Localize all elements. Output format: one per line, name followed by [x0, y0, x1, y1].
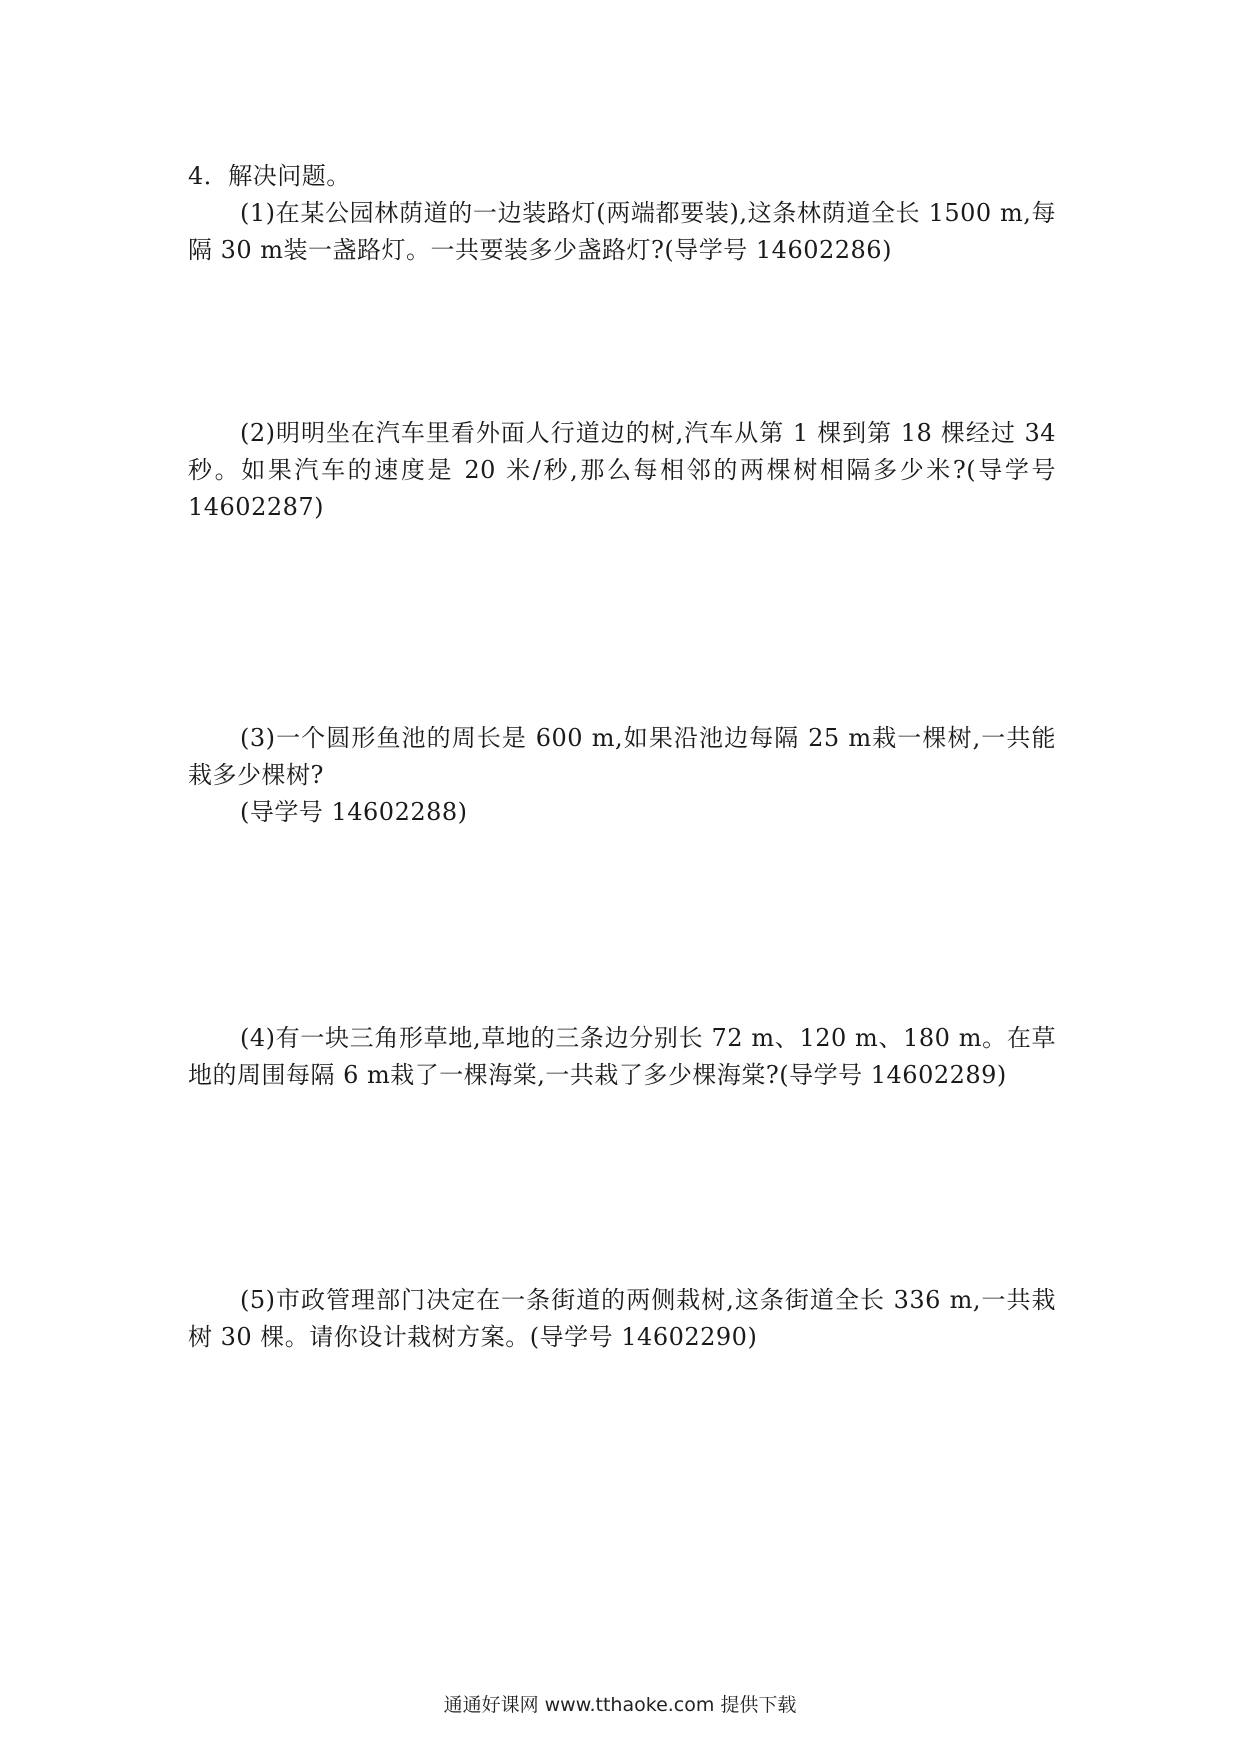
footer-text: 通通好课网 www.tthaoke.com 提供下载: [443, 1694, 797, 1716]
problem-3: [188, 720, 1056, 831]
problem-1-text: (1)在某公园林荫道的一边装路灯(两端都要装),这条林荫道全长 1500 m,每隔 30 m装一盏路灯。一共要装多少盏路灯?(导学号 14602286): [188, 199, 1056, 264]
problem-5: [188, 1282, 1056, 1356]
problem-4-text: (4)有一块三角形草地,草地的三条边分别长 72 m、120 m、180 m。在草地的周围每隔 6 m栽了一棵海棠,一共栽了多少棵海棠?(导学号 14602289): [188, 1024, 1056, 1089]
section-heading: 4．解决问题。: [188, 162, 351, 190]
problem-2: [188, 415, 1056, 526]
problem-5-text: (5)市政管理部门决定在一条街道的两侧栽树,这条街道全长 336 m,一共栽树 30 棵。请你设计栽树方案。(导学号 14602290): [188, 1286, 1056, 1351]
problem-2-text: (2)明明坐在汽车里看外面人行道边的树,汽车从第 1 棵到第 18 棵经过 34 秒。如果汽车的速度是 20 米/秒,那么每相邻的两棵树相隔多少米?(导学号 14602287): [188, 419, 1056, 521]
problem-1: [188, 195, 1056, 269]
problem-3-ref: (导学号 14602288): [240, 798, 468, 826]
problem-4: [188, 1020, 1056, 1094]
problem-3-text: (3)一个圆形鱼池的周长是 600 m,如果沿池边每隔 25 m栽一棵树,一共能栽多少棵树?: [188, 724, 1056, 789]
